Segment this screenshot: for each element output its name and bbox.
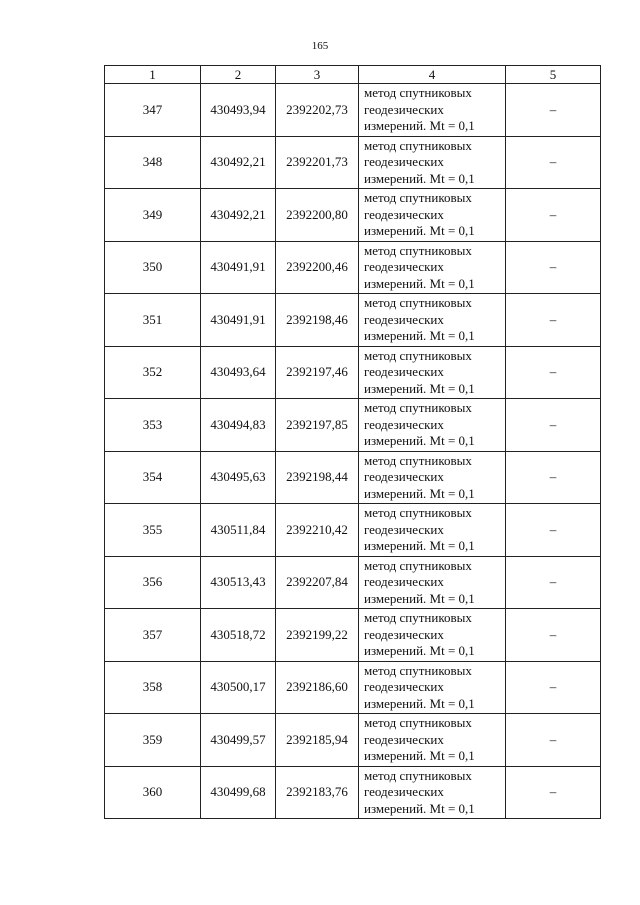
method-cell [359,399,506,452]
y-coordinate-cell: 2392207,84 [276,556,359,609]
header-col-5: 5 [506,66,601,84]
method-line: метод спутниковых [364,242,472,258]
point-number-cell: 348 [105,136,201,189]
method-cell [359,346,506,399]
method-line: метод спутниковых [364,190,472,205]
header-col-3: 3 [276,66,359,84]
x-coordinate-cell: 430499,57 [201,714,276,767]
y-coordinate-cell: 2392186,60 [276,661,359,714]
method-cell [359,504,506,557]
method-cell [359,556,506,609]
table-row [105,84,601,137]
point-number-cell: 353 [105,399,201,452]
method-cell [359,609,506,662]
note-cell: – [506,661,601,714]
x-coordinate-cell: 430499,68 [201,766,276,819]
method-line: геодезических [364,364,444,379]
y-coordinate-cell: 2392198,46 [276,294,359,347]
note-cell: – [506,556,601,609]
x-coordinate-cell: 430493,94 [201,84,276,137]
y-coordinate-cell: 2392197,85 [276,399,359,452]
method-line: метод спутниковых [364,557,472,573]
method-cell [359,136,506,189]
y-coordinate-cell: 2392199,22 [276,609,359,662]
method-cell [359,451,506,504]
y-coordinate-cell: 2392197,46 [276,346,359,399]
point-number-cell: 356 [105,556,201,609]
note-cell: – [506,189,601,242]
note-cell: – [506,609,601,662]
method-cell [359,189,506,242]
method-line: метод спутниковых [364,715,472,730]
method-line: измерений. Mt = 0,1 [364,695,475,711]
note-cell: – [506,766,601,819]
method-line: метод спутниковых [364,662,472,678]
method-cell [359,84,506,137]
y-coordinate-cell: 2392201,73 [276,136,359,189]
method-line: геодезических [364,731,444,747]
table-row [105,714,601,767]
point-number-cell: 359 [105,714,201,767]
method-line: измерений. Mt = 0,1 [364,590,475,606]
point-number-cell: 354 [105,451,201,504]
method-line: геодезических [364,626,444,642]
method-line: измерений. Mt = 0,1 [364,643,475,658]
point-number-cell: 350 [105,241,201,294]
note-cell: – [506,714,601,767]
method-cell [359,294,506,347]
method-line: геодезических [364,521,444,537]
y-coordinate-cell: 2392200,80 [276,189,359,242]
point-number-cell: 357 [105,609,201,662]
y-coordinate-cell: 2392185,94 [276,714,359,767]
x-coordinate-cell: 430500,17 [201,661,276,714]
method-cell [359,714,506,767]
method-line: измерений. Mt = 0,1 [364,275,475,291]
method-line: геодезических [364,679,444,694]
method-line: метод спутниковых [364,767,472,783]
coordinates-table [104,65,601,819]
method-line: измерений. Mt = 0,1 [364,223,475,238]
method-line: геодезических [364,574,444,589]
table-body [105,84,601,819]
x-coordinate-cell: 430492,21 [201,136,276,189]
method-line: геодезических [364,416,444,432]
method-line: измерений. Mt = 0,1 [364,748,475,763]
table-row [105,661,601,714]
method-line: метод спутниковых [364,610,472,625]
note-cell: – [506,399,601,452]
point-number-cell: 347 [105,84,201,137]
point-number-cell: 351 [105,294,201,347]
table-row [105,346,601,399]
page-number: 165 [311,40,329,52]
header-col-4: 4 [359,66,506,84]
point-number-cell: 349 [105,189,201,242]
point-number-cell: 358 [105,661,201,714]
y-coordinate-cell: 2392198,44 [276,451,359,504]
point-number-cell: 352 [105,346,201,399]
note-cell: – [506,294,601,347]
y-coordinate-cell: 2392200,46 [276,241,359,294]
method-line: метод спутниковых [364,137,472,153]
method-line: геодезических [364,206,444,222]
table-row [105,294,601,347]
x-coordinate-cell: 430495,63 [201,451,276,504]
method-line: метод спутниковых [364,295,472,310]
table-row [105,136,601,189]
method-line: геодезических [364,101,444,117]
method-cell [359,661,506,714]
x-coordinate-cell: 430491,91 [201,241,276,294]
note-cell: – [506,136,601,189]
method-line: метод спутниковых [364,505,472,520]
method-line: измерений. Mt = 0,1 [364,485,475,501]
method-line: метод спутниковых [364,452,472,468]
point-number-cell: 355 [105,504,201,557]
table-row [105,241,601,294]
method-line: измерений. Mt = 0,1 [364,800,475,816]
method-line: измерений. Mt = 0,1 [364,380,475,396]
y-coordinate-cell: 2392210,42 [276,504,359,557]
table-row [105,451,601,504]
y-coordinate-cell: 2392202,73 [276,84,359,137]
method-line: геодезических [364,469,444,484]
method-line: метод спутниковых [364,85,472,100]
method-line: измерений. Mt = 0,1 [364,433,475,448]
x-coordinate-cell: 430511,84 [201,504,276,557]
x-coordinate-cell: 430518,72 [201,609,276,662]
method-line: измерений. Mt = 0,1 [364,328,475,343]
method-cell [359,766,506,819]
table-row [105,766,601,819]
method-line: метод спутниковых [364,347,472,363]
method-cell [359,241,506,294]
note-cell: – [506,451,601,504]
note-cell: – [506,84,601,137]
method-line: метод спутниковых [364,400,472,415]
point-number-cell: 360 [105,766,201,819]
table-row [105,504,601,557]
method-line: геодезических [364,311,444,327]
note-cell: – [506,241,601,294]
note-cell: – [506,504,601,557]
table-row [105,556,601,609]
header-col-1: 1 [105,66,201,84]
method-line: измерений. Mt = 0,1 [364,118,475,133]
y-coordinate-cell: 2392183,76 [276,766,359,819]
method-line: измерений. Mt = 0,1 [364,538,475,553]
table-header [105,66,601,84]
note-cell: – [506,346,601,399]
x-coordinate-cell: 430492,21 [201,189,276,242]
header-col-2: 2 [201,66,276,84]
method-line: измерений. Mt = 0,1 [364,170,475,186]
method-line: геодезических [364,259,444,274]
header-row [105,66,601,84]
method-line: геодезических [364,784,444,799]
method-line: геодезических [364,154,444,169]
x-coordinate-cell: 430493,64 [201,346,276,399]
x-coordinate-cell: 430513,43 [201,556,276,609]
table-row [105,609,601,662]
table-row [105,189,601,242]
x-coordinate-cell: 430491,91 [201,294,276,347]
table-row [105,399,601,452]
x-coordinate-cell: 430494,83 [201,399,276,452]
